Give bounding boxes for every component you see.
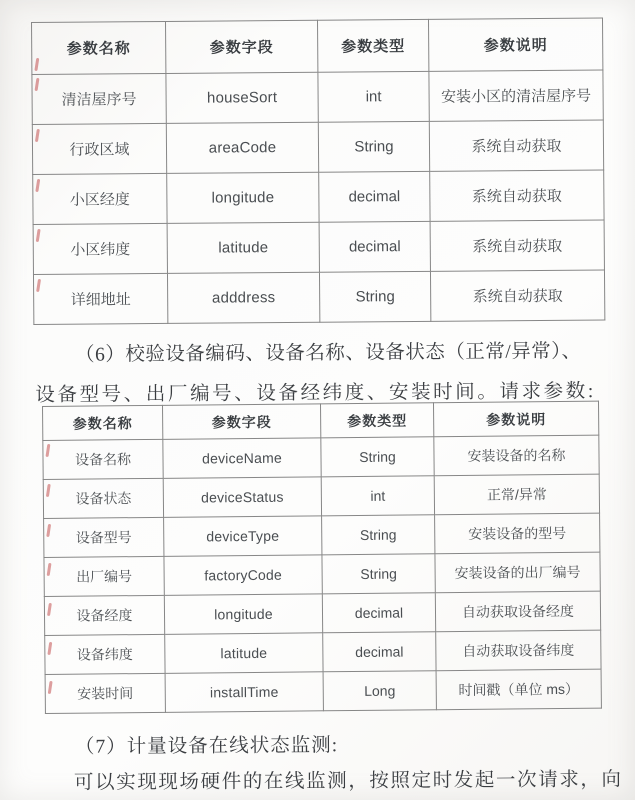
col-header-param-type: 参数类型 bbox=[320, 403, 433, 438]
table-cell: 安装设备的名称 bbox=[434, 435, 599, 476]
table-cell: areaCode bbox=[166, 122, 318, 173]
table-row bbox=[32, 70, 603, 124]
table-cell: 自动获取设备纬度 bbox=[436, 630, 601, 671]
table-cell: longitude bbox=[167, 172, 319, 223]
table-row bbox=[33, 220, 604, 274]
table-row bbox=[45, 630, 601, 674]
table-cell: 详细地址 bbox=[33, 273, 167, 324]
col-header-param-field: 参数字段 bbox=[162, 404, 320, 440]
table-cell: deviceType bbox=[164, 516, 322, 557]
table-cell: 设备纬度 bbox=[45, 634, 165, 674]
table-cell: 系统自动获取 bbox=[430, 220, 604, 271]
table-cell: 设备经度 bbox=[44, 595, 164, 635]
table-cell: 小区纬度 bbox=[33, 223, 167, 274]
paragraph-6-line-1: （6）校验设备编码、设备名称、设备状态（正常/异常）、 bbox=[74, 341, 582, 366]
parameter-table-device bbox=[42, 401, 601, 714]
table-cell: latitude bbox=[167, 222, 319, 273]
table-cell: decimal bbox=[319, 221, 430, 272]
table-row bbox=[32, 120, 603, 174]
table-cell: 系统自动获取 bbox=[430, 170, 604, 221]
table-cell: factoryCode bbox=[164, 555, 322, 596]
table-cell: 安装设备的出厂编号 bbox=[435, 552, 600, 593]
col-header-param-field: 参数字段 bbox=[165, 20, 317, 73]
table-cell: deviceName bbox=[163, 438, 321, 479]
table-header-row bbox=[43, 401, 599, 440]
table-cell: Long bbox=[323, 671, 436, 711]
col-header-param-desc: 参数说明 bbox=[433, 401, 598, 437]
table-cell: 正常/异常 bbox=[434, 474, 599, 515]
table-cell: 时间戳（单位 ms） bbox=[436, 669, 601, 710]
col-header-param-name: 参数名称 bbox=[43, 405, 163, 440]
table-cell: 小区经度 bbox=[33, 173, 167, 224]
table-cell: decimal bbox=[323, 632, 436, 672]
table-cell: int bbox=[318, 71, 429, 122]
table-cell: String bbox=[318, 121, 429, 172]
table-cell: decimal bbox=[322, 593, 435, 633]
table-cell: 出厂编号 bbox=[44, 556, 164, 596]
col-header-param-type: 参数类型 bbox=[317, 19, 428, 72]
table-cell: adddress bbox=[167, 272, 319, 323]
table-cell: String bbox=[321, 437, 434, 477]
table-cell: 设备状态 bbox=[43, 478, 163, 518]
table-row bbox=[43, 474, 599, 518]
parameter-table-community bbox=[31, 18, 604, 325]
col-header-param-desc: 参数说明 bbox=[428, 18, 602, 71]
table-row bbox=[33, 270, 604, 324]
table-cell: 设备名称 bbox=[43, 439, 163, 479]
table-cell: 清洁屋序号 bbox=[32, 73, 166, 124]
paragraph-7-line-1: （7）计量设备在线状态监测: bbox=[74, 735, 339, 758]
table-cell: decimal bbox=[319, 171, 430, 222]
table-cell: String bbox=[322, 515, 435, 555]
paragraph-6 bbox=[35, 342, 596, 405]
table-cell: 安装小区的清洁屋序号 bbox=[429, 70, 603, 121]
paragraph-7-line-2: 可以实现现场硬件的在线监测，按照定时发起一次请求，向 bbox=[73, 769, 623, 794]
table-row bbox=[44, 552, 600, 596]
table-cell: deviceStatus bbox=[163, 477, 321, 518]
table-row bbox=[33, 170, 604, 224]
table-cell: 自动获取设备经度 bbox=[435, 591, 600, 632]
table-header-row bbox=[32, 18, 603, 74]
table-cell: 安装设备的型号 bbox=[435, 513, 600, 554]
table-row bbox=[44, 591, 600, 635]
table-cell: 系统自动获取 bbox=[429, 120, 603, 171]
table-row bbox=[45, 669, 601, 713]
table-cell: String bbox=[319, 271, 430, 322]
table-cell: longitude bbox=[164, 594, 322, 635]
paragraph-6-line-2: 设备型号、出厂编号、设备经纬度、安装时间。请求参数: bbox=[35, 380, 596, 406]
table-row bbox=[43, 435, 599, 479]
table-cell: latitude bbox=[165, 633, 323, 674]
table-cell: 系统自动获取 bbox=[430, 270, 604, 321]
table-cell: 安装时间 bbox=[45, 673, 165, 713]
table-cell: int bbox=[321, 476, 434, 516]
table-cell: installTime bbox=[165, 672, 323, 713]
table-cell: 行政区域 bbox=[32, 123, 166, 174]
col-header-param-name: 参数名称 bbox=[32, 21, 166, 74]
table-cell: houseSort bbox=[166, 72, 318, 123]
table-row bbox=[44, 513, 600, 557]
table-cell: String bbox=[322, 554, 435, 594]
table-cell: 设备型号 bbox=[44, 517, 164, 557]
